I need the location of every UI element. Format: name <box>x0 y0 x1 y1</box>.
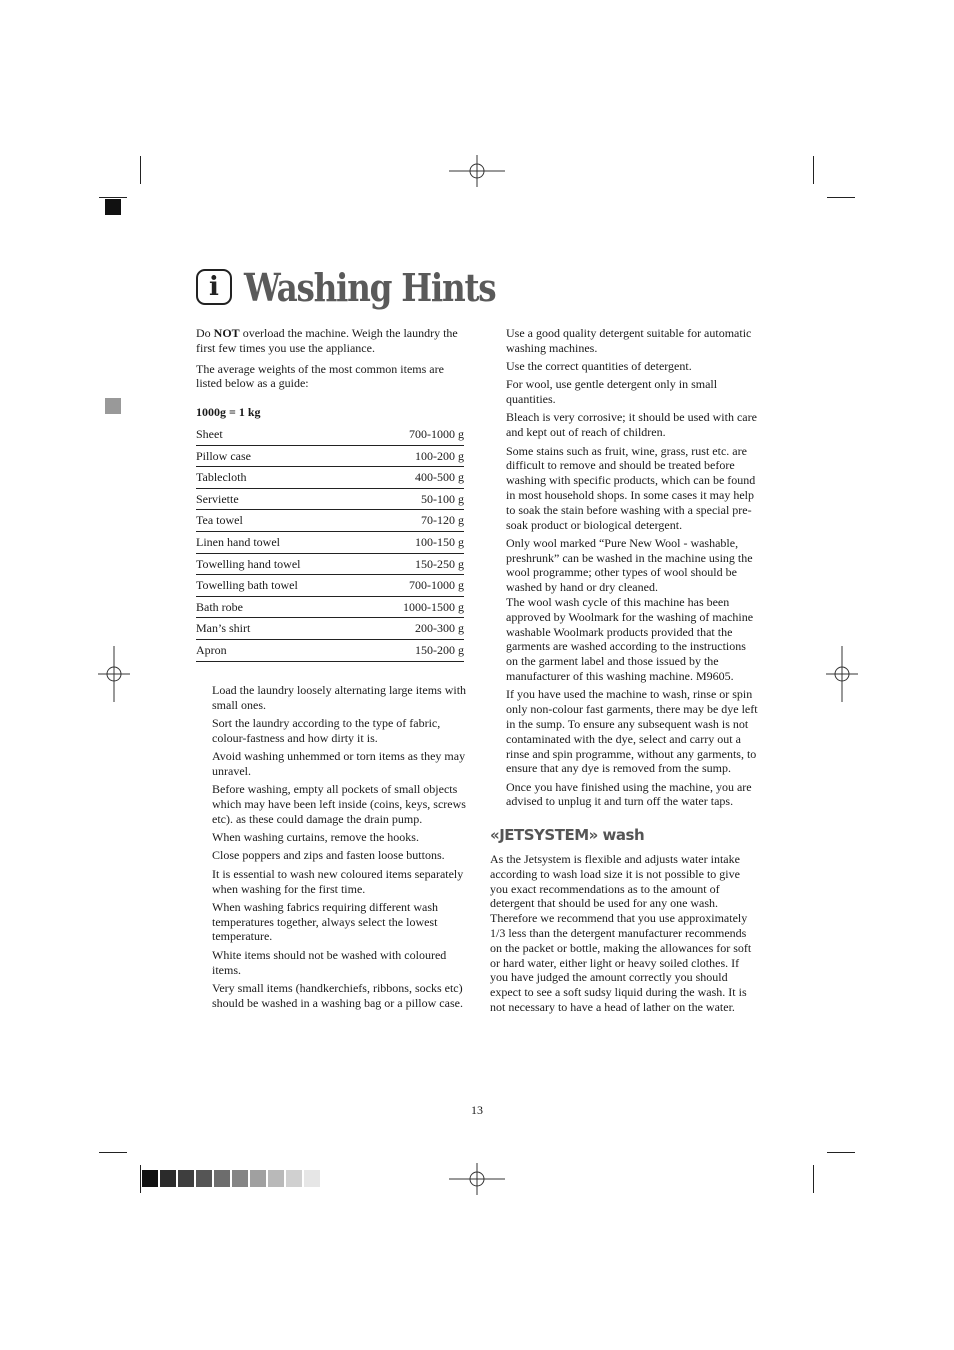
list-item: Once you have finished using the machine, you are advised to unplug it and turn off the water taps. <box>506 779 752 809</box>
jetsystem-paragraph-1: As the Jetsystem is flexible and adjusts water intake according to wash load size it is not possible to give you exact recommendations as to the amount of detergent that should be used for any one wash. <box>490 852 740 911</box>
crop-mark <box>140 1165 141 1193</box>
color-swatch <box>232 1170 248 1187</box>
table-row <box>196 488 464 510</box>
title-text: Washing Hints <box>244 264 496 310</box>
list-item: When washing curtains, remove the hooks. <box>212 830 419 845</box>
color-swatch <box>142 1170 158 1187</box>
table-row <box>196 467 464 489</box>
list-item: Before washing, empty all pockets of small objects which may have been left inside (coins, keys, screws etc). as these could damage the drain pump. <box>212 782 466 826</box>
jetsystem-paragraph-2: Therefore we recommend that you use approximately 1/3 less than the detergent manufacturer recommends on the packet or bottle, making the allowances for soft or hard water, either light or heavy soiled clothes. If you have judged the amount correctly you should expect to see a soft sudsy liquid during the wash. It is not necessary to have a head of lather on the water. <box>490 911 752 1014</box>
table-row <box>196 596 464 618</box>
weights-header: 1000g = 1 kg <box>196 405 261 420</box>
table-row <box>196 531 464 553</box>
crop-mark <box>140 156 141 184</box>
table-row <box>196 510 464 532</box>
weights-table <box>196 424 464 662</box>
crop-mark <box>813 1165 814 1193</box>
list-item: Use a good quality detergent suitable for automatic washing machines. <box>506 326 752 355</box>
table-row <box>196 639 464 661</box>
list-item: Close poppers and zips and fasten loose buttons. <box>212 848 445 863</box>
crop-mark <box>813 156 814 184</box>
item-name: Sheet <box>196 424 365 445</box>
crop-mark <box>827 1152 855 1153</box>
wool-paragraph-1: Only wool marked “Pure New Wool - washable, preshrunk” can be washed in the machine using the wool programme; other types of wool should be washed by hand or dry cleaned. <box>506 535 753 595</box>
color-swatch <box>160 1170 176 1187</box>
item-name: Pillow case <box>196 445 365 467</box>
table-row <box>196 424 464 445</box>
item-weight: 400-500 g <box>365 467 464 489</box>
color-strip <box>142 1170 322 1187</box>
page-title <box>196 262 536 312</box>
jetsystem-heading: «JETSYSTEM» wash <box>490 826 645 844</box>
color-swatch <box>196 1170 212 1187</box>
item-weight: 150-200 g <box>365 639 464 661</box>
color-swatch <box>214 1170 230 1187</box>
intro-section <box>196 326 464 662</box>
color-swatch <box>304 1170 320 1187</box>
detergent-section <box>506 326 760 813</box>
registration-mark-icon <box>449 1163 505 1195</box>
list-item: Use the correct quantities of detergent. <box>506 359 692 374</box>
list-item: Avoid washing unhemmed or torn items as they may unravel. <box>212 749 466 778</box>
color-swatch <box>178 1170 194 1187</box>
item-name: Towelling bath towel <box>196 575 365 597</box>
table-row <box>196 618 464 640</box>
list-item: Bleach is very corrosive; it should be used with care and kept out of reach of children. <box>506 410 757 440</box>
item-weight: 700-1000 g <box>365 424 464 445</box>
item-weight: 100-150 g <box>365 531 464 553</box>
intro-paragraph-1: Do NOT overload the machine. Weigh the laundry the first few times you use the appliance. <box>196 326 458 355</box>
registration-mark-icon <box>826 646 858 702</box>
item-name: Towelling hand towel <box>196 553 365 575</box>
item-weight: 1000-1500 g <box>365 596 464 618</box>
list-item: If you have used the machine to wash, rinse or spin only non-colour fast garments, there may be dye left in the sump. To ensure any subsequent wash is not contaminated with the dye, select and carry out a rinse and spin programme, without any garments, to ensure that any dye is removed from the sump. <box>506 687 758 776</box>
crop-mark <box>827 197 855 198</box>
loading-tips <box>212 683 468 1014</box>
page-number: 13 <box>471 1103 483 1117</box>
item-weight: 70-120 g <box>365 510 464 532</box>
crop-mark <box>99 1152 127 1153</box>
table-row <box>196 445 464 467</box>
wool-paragraph-2: The wool wash cycle of this machine has been approved by Woolmark for the washing of machine washable Woolmark products provided that the garments are washed according to the instructions on the garment label and those issued by the manufacturer of this washing machine. M9605. <box>506 595 754 684</box>
item-name: Tablecloth <box>196 467 365 489</box>
color-swatch <box>268 1170 284 1187</box>
table-row <box>196 553 464 575</box>
item-name: Man’s shirt <box>196 618 365 640</box>
list-item: Very small items (handkerchiefs, ribbons, socks etc) should be washed in a washing bag or a pillow case. <box>212 980 463 1010</box>
color-swatch <box>286 1170 302 1187</box>
table-row <box>196 575 464 597</box>
item-weight: 100-200 g <box>365 445 464 467</box>
item-weight: 150-250 g <box>365 553 464 575</box>
grey-square-mark <box>105 398 121 414</box>
item-name: Apron <box>196 639 365 661</box>
list-item: It is essential to wash new coloured items separately when washing for the first time. <box>212 866 464 896</box>
crop-mark <box>99 197 127 198</box>
intro-paragraph-2: The average weights of the most common items are listed below as a guide: <box>196 361 444 391</box>
item-weight: 700-1000 g <box>365 575 464 597</box>
list-item: Load the laundry loosely alternating large items with small ones. <box>212 683 467 712</box>
list-item: White items should not be washed with coloured items. <box>212 947 447 977</box>
color-swatch <box>250 1170 266 1187</box>
item-weight: 200-300 g <box>365 618 464 640</box>
registration-mark-icon <box>449 155 505 187</box>
list-item: For wool, use gentle detergent only in small quantities. <box>506 377 718 407</box>
info-icon: i <box>196 269 232 305</box>
list-item: When washing fabrics requiring different wash temperatures together, always select the lowest temperature. <box>212 899 439 944</box>
black-square-mark <box>105 199 121 215</box>
item-weight: 50-100 g <box>365 488 464 510</box>
item-name: Bath robe <box>196 596 365 618</box>
item-name: Serviette <box>196 488 365 510</box>
item-name: Tea towel <box>196 510 365 532</box>
registration-mark-icon <box>98 646 130 702</box>
list-item: Some stains such as fruit, wine, grass, rust etc. are difficult to remove and should be treated before washing with specific products, which can be found in most household shops. In some cases it may help to soak the stain before washing with a special pre-soak product or biological detergent. <box>506 443 756 532</box>
jetsystem-section <box>490 826 760 1015</box>
item-name: Linen hand towel <box>196 531 365 553</box>
list-item: Sort the laundry according to the type of fabric, colour-fastness and how dirty it is. <box>212 716 441 745</box>
